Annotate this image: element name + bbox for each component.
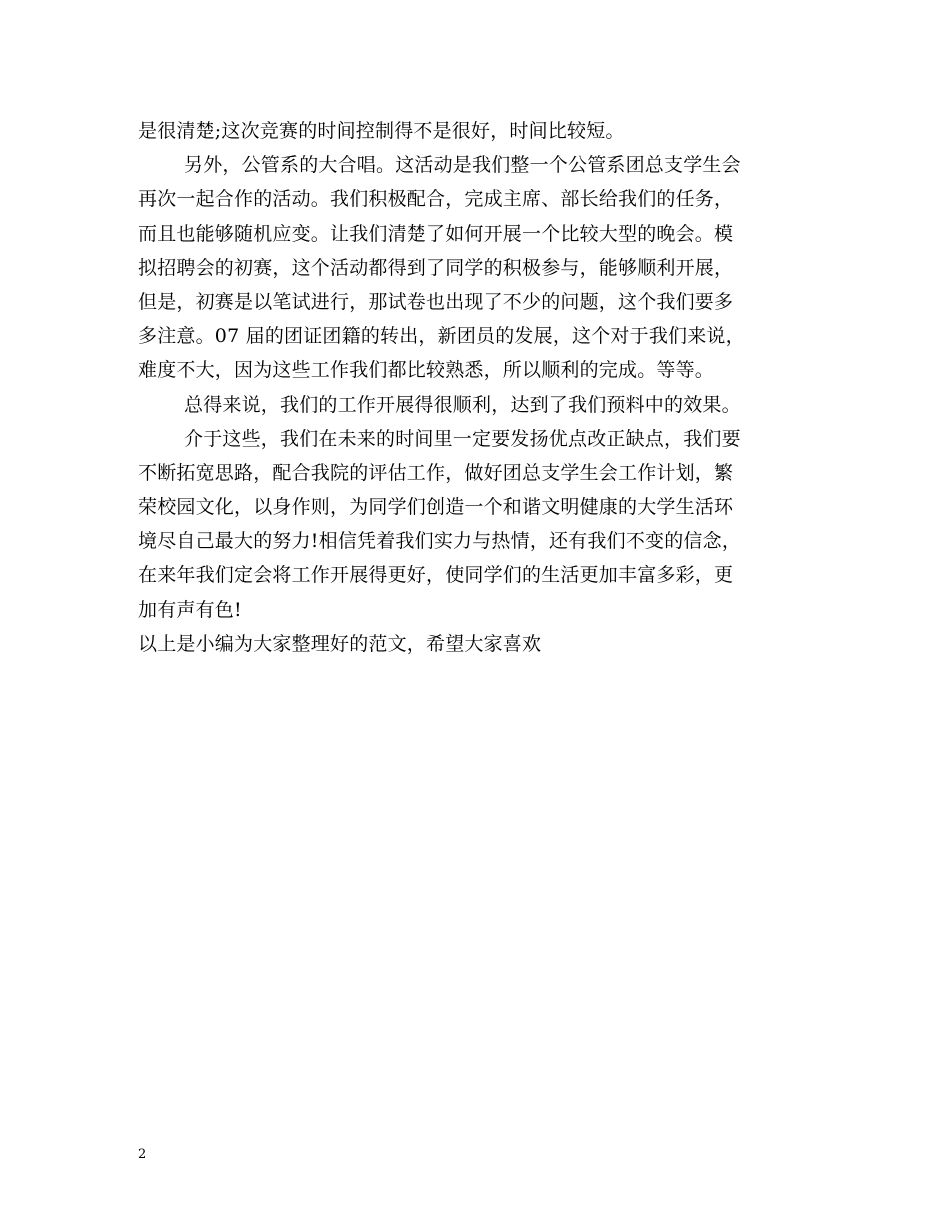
- text-line: 再次一起合作的活动。我们积极配合，完成主席、部长给我们的任务，: [138, 188, 734, 211]
- page-number: 2: [138, 1147, 147, 1162]
- text-line: 境尽自己最大的努力!相信凭着我们实力与热情，还有我们不变的信念，: [138, 530, 742, 553]
- paragraph-start-line: 另外，公管系的大合唱。这活动是我们整一个公管系团总支学生会: [184, 154, 741, 177]
- text-line: 拟招聘会的初赛，这个活动都得到了同学的积极参与，能够顺利开展，: [138, 256, 734, 279]
- text-line: 而且也能够随机应变。让我们清楚了如何开展一个比较大型的晚会。模: [138, 222, 734, 245]
- document-body: [138, 114, 828, 661]
- text-line: 不断拓宽思路，配合我院的评估工作，做好团总支学生会工作计划，繁: [138, 461, 734, 484]
- paragraph-start-line: 总得来说，我们的工作开展得很顺利，达到了我们预料中的效果。: [184, 393, 741, 416]
- text-line: 在来年我们定会将工作开展得更好，使同学们的生活更加丰富多彩，更: [138, 564, 734, 587]
- text-line: 难度不大，因为这些工作我们都比较熟悉，所以顺利的完成。等等。: [138, 359, 715, 382]
- closing-line: 以上是小编为大家整理好的范文，希望大家喜欢: [138, 632, 542, 655]
- text-line: 但是，初赛是以笔试进行，那试卷也出现了不少的问题，这个我们要多: [138, 290, 734, 313]
- text-line: 加有声有色!: [138, 598, 242, 621]
- paragraph-start-line: 介于这些，我们在未来的时间里一定要发扬优点改正缺点，我们要: [184, 427, 741, 450]
- text-line: 荣校园文化，以身作则，为同学们创造一个和谐文明健康的大学生活环: [138, 496, 734, 519]
- text-line: 是很清楚;这次竞赛的时间控制得不是很好，时间比较短。: [138, 120, 625, 142]
- text-line: 多注意。07 届的团证团籍的转出，新团员的发展，这个对于我们来说，: [138, 325, 745, 348]
